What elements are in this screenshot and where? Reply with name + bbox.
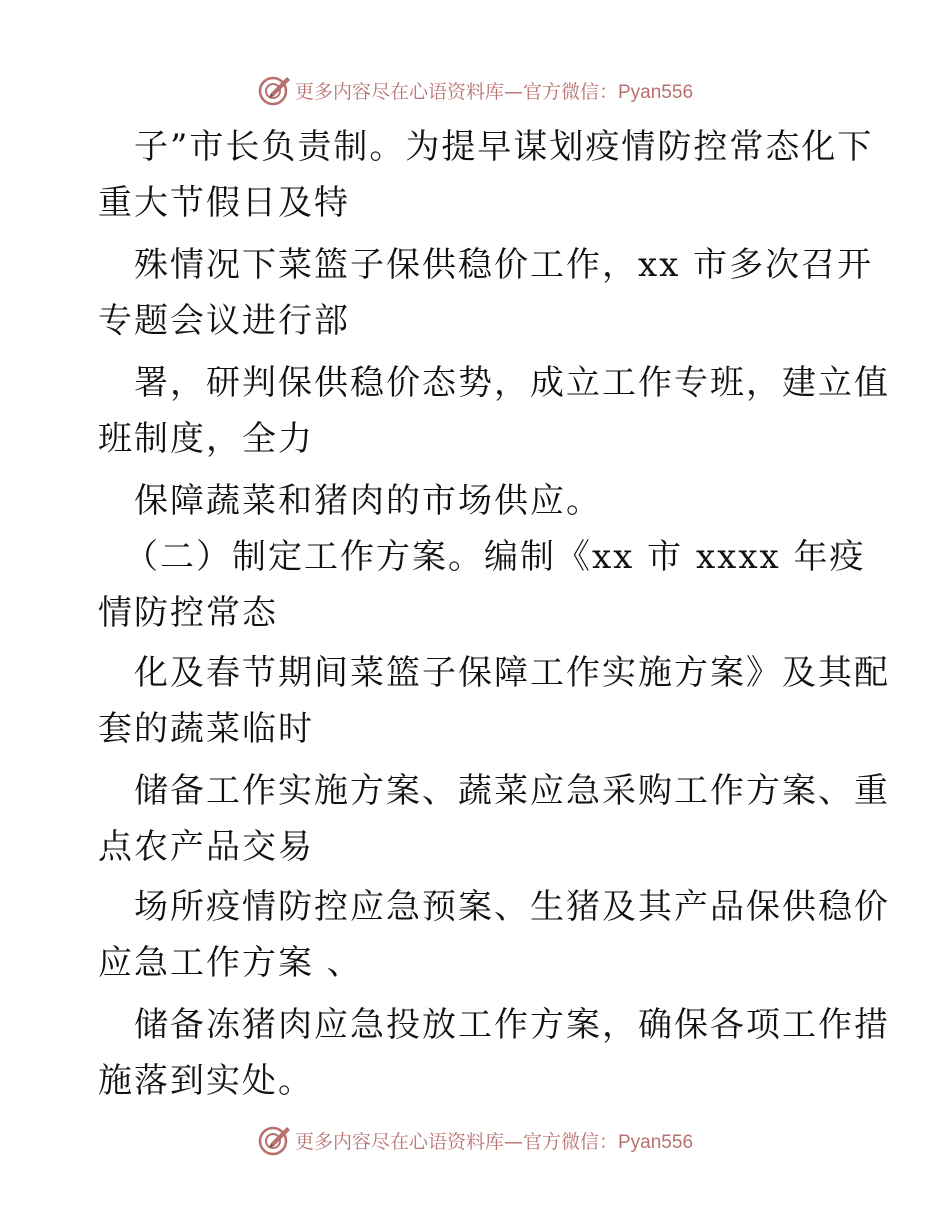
- body-line: 班制度，全力: [98, 419, 314, 459]
- body-line: 保障蔬菜和猪肉的市场供应。: [134, 481, 602, 521]
- body-line: 场所疫情防控应急预案、生猪及其产品保供稳价: [134, 887, 890, 927]
- pen-logo-icon: [257, 73, 291, 107]
- body-line: 储备工作实施方案、蔬菜应急采购工作方案、重: [134, 771, 890, 811]
- body-line: 署，研判保供稳价态势，成立工作专班，建立值: [134, 363, 890, 403]
- body-line: 点农产品交易: [98, 827, 314, 867]
- header-banner: [0, 70, 950, 110]
- header-banner-text: 更多内容尽在心语资料库—官方微信：Pyan556: [294, 80, 694, 103]
- body-line: 套的蔬菜临时: [98, 709, 314, 749]
- body-line: 施落到实处。: [98, 1061, 314, 1101]
- body-line: 子”市长负责制。为提早谋划疫情防控常态化下: [134, 127, 874, 167]
- body-line: 专题会议进行部: [98, 301, 350, 341]
- body-line: 情防控常态: [98, 593, 278, 633]
- body-line: 储备冻猪肉应急投放工作方案，确保各项工作措: [134, 1005, 890, 1045]
- body-line: （二）制定工作方案。编制《xx 市 xxxx 年疫: [124, 537, 866, 577]
- body-line: 重大节假日及特: [98, 183, 350, 223]
- footer-banner-text: 更多内容尽在心语资料库—官方微信：Pyan556: [294, 1130, 694, 1153]
- pen-logo-icon: [257, 1123, 291, 1157]
- body-line: 应急工作方案 、: [98, 943, 363, 983]
- body-line: 化及春节期间菜篮子保障工作实施方案》及其配: [134, 653, 890, 693]
- footer-banner: [0, 1120, 950, 1160]
- body-line: 殊情况下菜篮子保供稳价工作，xx 市多次召开: [134, 245, 874, 285]
